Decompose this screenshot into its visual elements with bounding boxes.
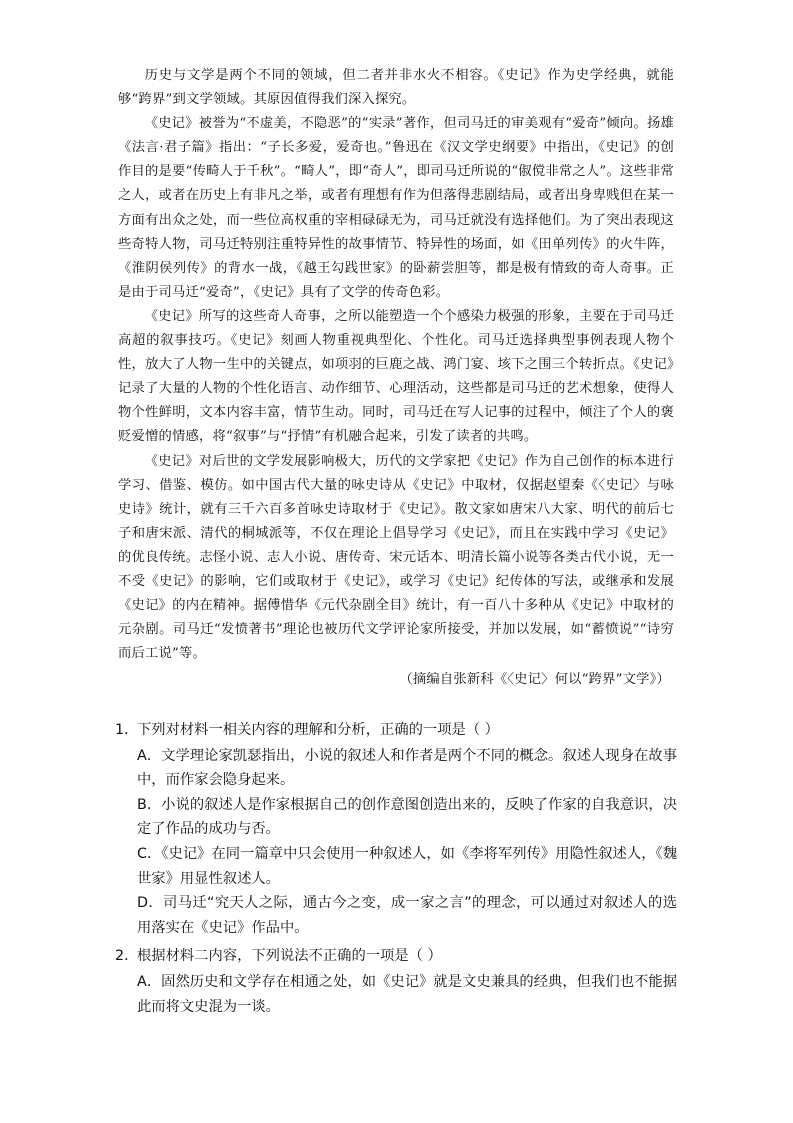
question-2 xyxy=(115,944,677,1019)
question-2-option-a[interactable]: A．固然历史和文学存在相通之处，如《史记》就是文史兼具的经典，但我们也不能据此而将文史混为一谈。 xyxy=(137,973,677,1015)
passage-paragraph-2: 《史记》被誉为“不虚美，不隐恶”的“实录”著作，但司马迁的审美观有“爱奇”倾向。扬雄《法言·君子篇》指出：“子长多爱，爱奇也。”鲁迅在《汉文学史纲要》中指出，《史记》的创作目的是要“传畸人于千秋”。“畸人”，即“奇人”，即司马迁所说的“俶傥非常之人”。这些非常之人，或者在历史上有非凡之举，或者有理想有作为但落得悲剧结局，或者出身卑贱但在某一方面有出众之处，而一些位高权重的宰相碌碌无为，司马迁就没有选择他们。为了突出表现这些奇特人物，司马迁特别注重特异性的故事情节、特异性的场面，如《田单列传》的火牛阵，《淮阴侯列传》的背水一战，《越王勾践世家》的卧薪尝胆等，都是极有情致的奇人奇事。正是由于司马迁“爱奇”，《史记》具有了文学的传奇色彩。 xyxy=(118,116,674,300)
passage-paragraph-3: 《史记》所写的这些奇人奇事，之所以能塑造一个个感染力极强的形象，主要在于司马迁高超的叙事技巧。《史记》刻画人物重视典型化、个性化。司马迁选择典型事例表现人物个性，放大了人物一生中的关键点，如项羽的巨鹿之战、鸿门宴、垓下之围三个转折点。《史记》记录了大量的人物的个性化语言、动作细节、心理活动，这些都是司马迁的艺术想象，使得人物个性鲜明，文本内容丰富，情节生动。同时，司马迁在写人记事的过程中，倾注了个人的褒贬爱憎的情感，将“叙事”与“抒情”有机融合起来，引发了读者的共鸣。 xyxy=(118,308,674,445)
question-1 xyxy=(115,718,677,940)
passage-paragraph-1: 历史与文学是两个不同的领域，但二者并非水火不相容。《史记》作为史学经典，就能够“跨界”到文学领域。其原因值得我们深入探究。 xyxy=(118,68,674,108)
question-1-option-b[interactable]: B．小说的叙述人是作家根据自己的创作意图创造出来的，反映了作家的自我意识，决定了作品的成功与否。 xyxy=(137,796,677,838)
question-1-option-c[interactable]: C．《史记》在同一篇章中只会使用一种叙述人，如《李将军列传》用隐性叙述人，《魏世家》用显性叙述人。 xyxy=(137,845,677,887)
passage-paragraph-4: 《史记》对后世的文学发展影响极大，历代的文学家把《史记》作为自己创作的标本进行学习、借鉴、模仿。如中国古代大量的咏史诗从《史记》中取材，仅据赵望秦《〈史记〉与咏史诗》统计，就有三千六百多首咏史诗取材于《史记》。散文家如唐宋八大家、明代的前后七子和唐宋派、清代的桐城派等，不仅在理论上倡导学习《史记》，而且在实践中学习《史记》的优良传统。志怪小说、志人小说、唐传奇、宋元话本、明清长篇小说等各类古代小说，无一不受《史记》的影响，它们或取材于《史记》，或学习《史记》纪传体的写法，或继承和发展《史记》的内在精神。据傅惜华《元代杂剧全目》统计，有一百八十多种从《史记》中取材的元杂剧。司马迁“发愤著书”理论也被历代文学评论家所接受，并加以发展，如“蓄愤说”“诗穷而后工说”等。 xyxy=(118,453,674,662)
question-1-option-d[interactable]: D．司马迁“究天人之际，通古今之变，成一家之言”的理念，可以通过对叙述人的选用落实在《史记》作品中。 xyxy=(137,895,677,936)
reading-passage xyxy=(118,64,674,692)
question-list xyxy=(115,718,677,1019)
question-1-text: 下列对材料一相关内容的理解和分析，正确的一项是（ ） xyxy=(137,722,499,738)
question-1-number: 1． xyxy=(115,722,139,738)
passage-source-citation: （摘编自张新科《〈史记〉何以“跨界”文学》） xyxy=(399,672,670,688)
question-2-stem xyxy=(115,944,677,969)
question-1-option-a[interactable]: A．文学理论家凯瑟指出，小说的叙述人和作者是两个不同的概念。叙述人现身在故事中，而作家会隐身起来。 xyxy=(137,747,677,789)
question-2-number: 2． xyxy=(115,948,139,965)
question-1-stem xyxy=(115,718,677,743)
question-2-text: 根据材料二内容，下列说法不正确的一项是（ ） xyxy=(137,948,442,965)
